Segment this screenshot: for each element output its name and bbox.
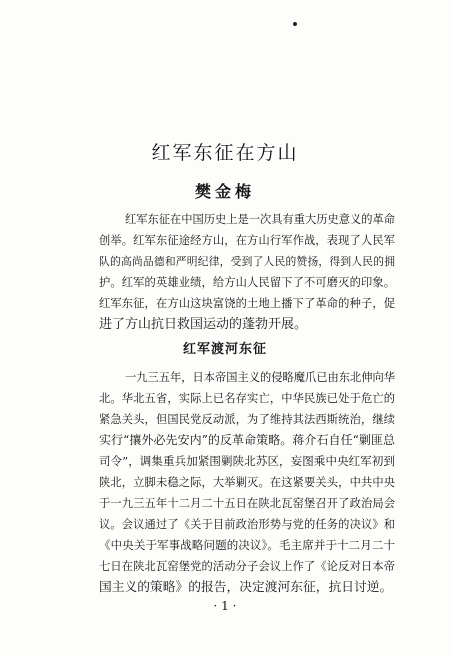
section-line: 七日在陕北瓦窑堡党的活动分子会议上作了《论反对日本帝 (99, 560, 395, 573)
section-line: 紧急关头，但国民党反动派，为了维持其法西斯统治，继续 (99, 413, 395, 426)
section-line: 一九三五年，日本帝国主义的侵略魔爪已由东北伸向华 (125, 371, 396, 384)
section-heading: 红军渡河东征 (182, 342, 267, 357)
section-line: 北。华北五省，实际上已名存实亡，中华民族已处于危亡的 (99, 392, 395, 405)
intro-paragraph (99, 209, 395, 335)
section-line: 国主义的策略》的报告，决定渡河东征，抗日讨逆。 (99, 580, 393, 595)
intro-line: 红军东征，在方山这块富饶的土地上播下了革命的种子，促 (99, 297, 395, 310)
section-line: 实行“攘外必先安内”的反革命策略。蒋介石自任“剿匪总 (99, 433, 395, 447)
intro-line: 红军东征在中国历史上是一次具有重大历史意义的革命 (125, 213, 396, 226)
section-line: 于一九三五年十二月二十五日在陕北瓦窑堡召开了政治局会 (99, 497, 395, 510)
section-paragraph (99, 367, 395, 598)
section-line: 《中央关于军事战略问题的决议》。毛主席并于十二月二十 (99, 538, 395, 552)
page-number: · 1 · (213, 599, 237, 613)
intro-line: 队的高尚品德和严明纪律，受到了人民的赞扬，得到人民的拥 (99, 255, 395, 268)
intro-line: 创举。红军东征途经方山，在方山行军作战，表现了人民军 (99, 234, 395, 247)
section-line: 司令”，调集重兵加紧围剿陕北苏区，妄图乘中央红军初到 (99, 454, 395, 468)
section-line: 议。会议通过了《关于目前政治形势与党的任务的决议》和 (99, 518, 395, 531)
top-ink-dot (293, 22, 297, 26)
section-line: 陕北，立脚未稳之际，大举剿灭。在这紧要关头，中共中央 (99, 476, 395, 489)
intro-line: 进了方山抗日救国运动的蓬勃开展。 (99, 317, 308, 332)
article-title: 红军东征在方山 (151, 142, 299, 164)
article-author: 樊金梅 (194, 182, 255, 201)
intro-line: 护。红军的英雄业绩，给方山人民留下了不可磨灭的印象。 (99, 276, 395, 289)
